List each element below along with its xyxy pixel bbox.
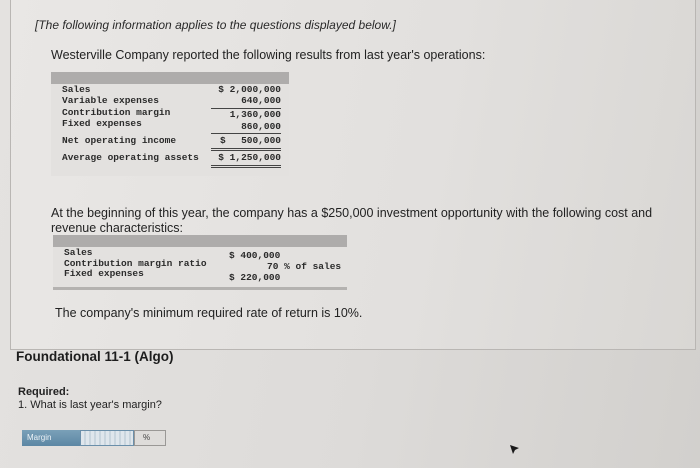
info-panel [10,0,696,350]
opportunity-row-label: Sales [64,247,93,258]
question-text: 1. What is last year's margin? [18,399,162,411]
opportunity-row-label: Contribution margin ratio [64,258,207,269]
opportunity-table [53,235,347,290]
results-row-value: 640,000 [241,95,281,106]
results-row-value: 1,360,000 [229,109,281,120]
opportunity-row-value: $ 220,000 [229,272,281,283]
results-row-label: Contribution margin [62,107,171,118]
results-row-value: $ 2,000,000 [218,84,281,95]
results-table-header-bar [51,72,289,84]
results-row-currency: $ [220,135,226,146]
results-row-label: Average operating assets [62,152,199,163]
margin-input[interactable] [80,430,134,446]
min-rate-text: The company's minimum required rate of return is 10%. [55,306,363,320]
opportunity-text: At the beginning of this year, the company has a $250,000 investment opportunity with the following cost and revenue characteristics: [51,206,653,235]
opportunity-row-value: $ 400,000 [229,250,281,261]
answer-row [22,430,151,446]
divider [211,167,281,168]
results-row-value: 860,000 [241,121,281,132]
results-row-label: Sales [62,84,91,95]
percent-unit: % [134,430,166,446]
divider [211,150,281,151]
opportunity-row-label: Fixed expenses [64,268,144,279]
results-table [51,72,289,176]
results-row-label: Variable expenses [62,95,159,106]
divider [211,133,281,134]
results-row-value: 500,000 [241,135,281,146]
divider [211,148,281,149]
results-row-label: Net operating income [62,135,177,146]
margin-label: Margin [22,430,80,446]
question-title: Foundational 11-1 (Algo) [16,349,174,364]
intro-text: [The following information applies to the questions displayed below.] [35,18,396,32]
opportunity-table-header-bar [53,235,347,247]
results-row-value: $ 1,250,000 [218,152,281,163]
mouse-pointer-icon [508,443,522,457]
required-label: Required: [18,386,70,398]
divider [211,165,281,166]
report-line: Westerville Company reported the following results from last year's operations: [51,48,486,62]
opportunity-row-value: 70 % of sales [267,261,342,272]
results-row-label: Fixed expenses [62,118,142,129]
opportunity-table-footer-bar [53,287,347,290]
